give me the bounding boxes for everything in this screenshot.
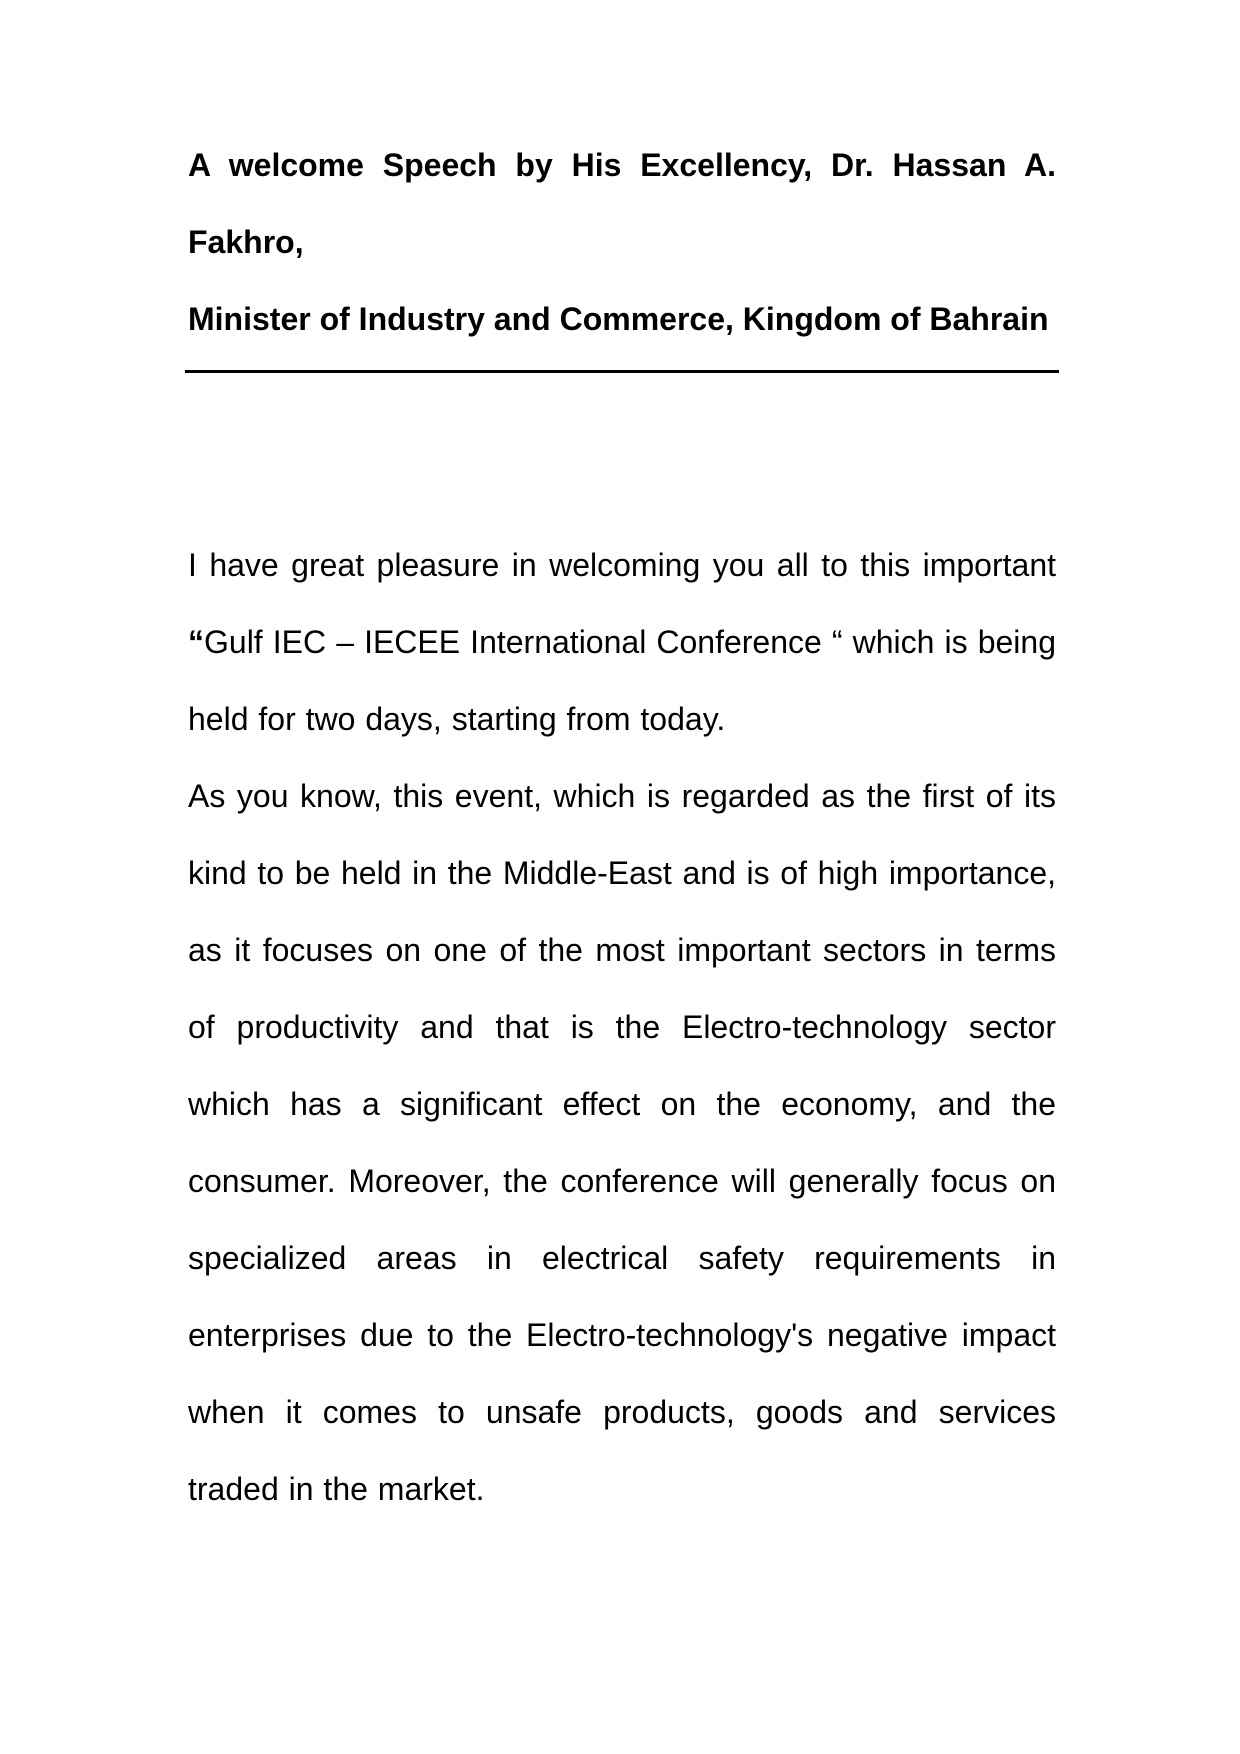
paragraph-welcome-intro: I have great pleasure in welcoming you all to this important bbox=[188, 547, 1056, 583]
paragraph-welcome-end: which is being held for two days, starting from today. bbox=[188, 624, 1056, 737]
speaker-position: Minister of Industry and Commerce, Kingdom of Bahrain bbox=[188, 301, 1049, 337]
paragraph-welcome bbox=[188, 527, 1056, 758]
heading-divider bbox=[185, 370, 1059, 373]
speech-title: A welcome Speech by His Excellency, Dr. Hassan A. Fakhro, bbox=[188, 147, 1056, 260]
paragraph-event-importance: As you know, this event, which is regarded as the first of its kind to be held in the Middle-East and is of high importance, as it focuses on one of the most important sectors in terms of productivity and that is the Electro-technology sector which has a significant effect on the economy, and the consumer. Moreover, the conference will generally focus on specialized areas in electrical safety requirements in enterprises due to the Electro-technology's negative impact when it comes to unsafe products, goods and services traded in the market. bbox=[188, 778, 1056, 1507]
document-content bbox=[188, 127, 1056, 1528]
conference-name: Gulf IEC – IECEE International Conference “ bbox=[204, 624, 843, 660]
quote-open-mark: “ bbox=[188, 624, 204, 660]
speech-body bbox=[188, 527, 1056, 1528]
